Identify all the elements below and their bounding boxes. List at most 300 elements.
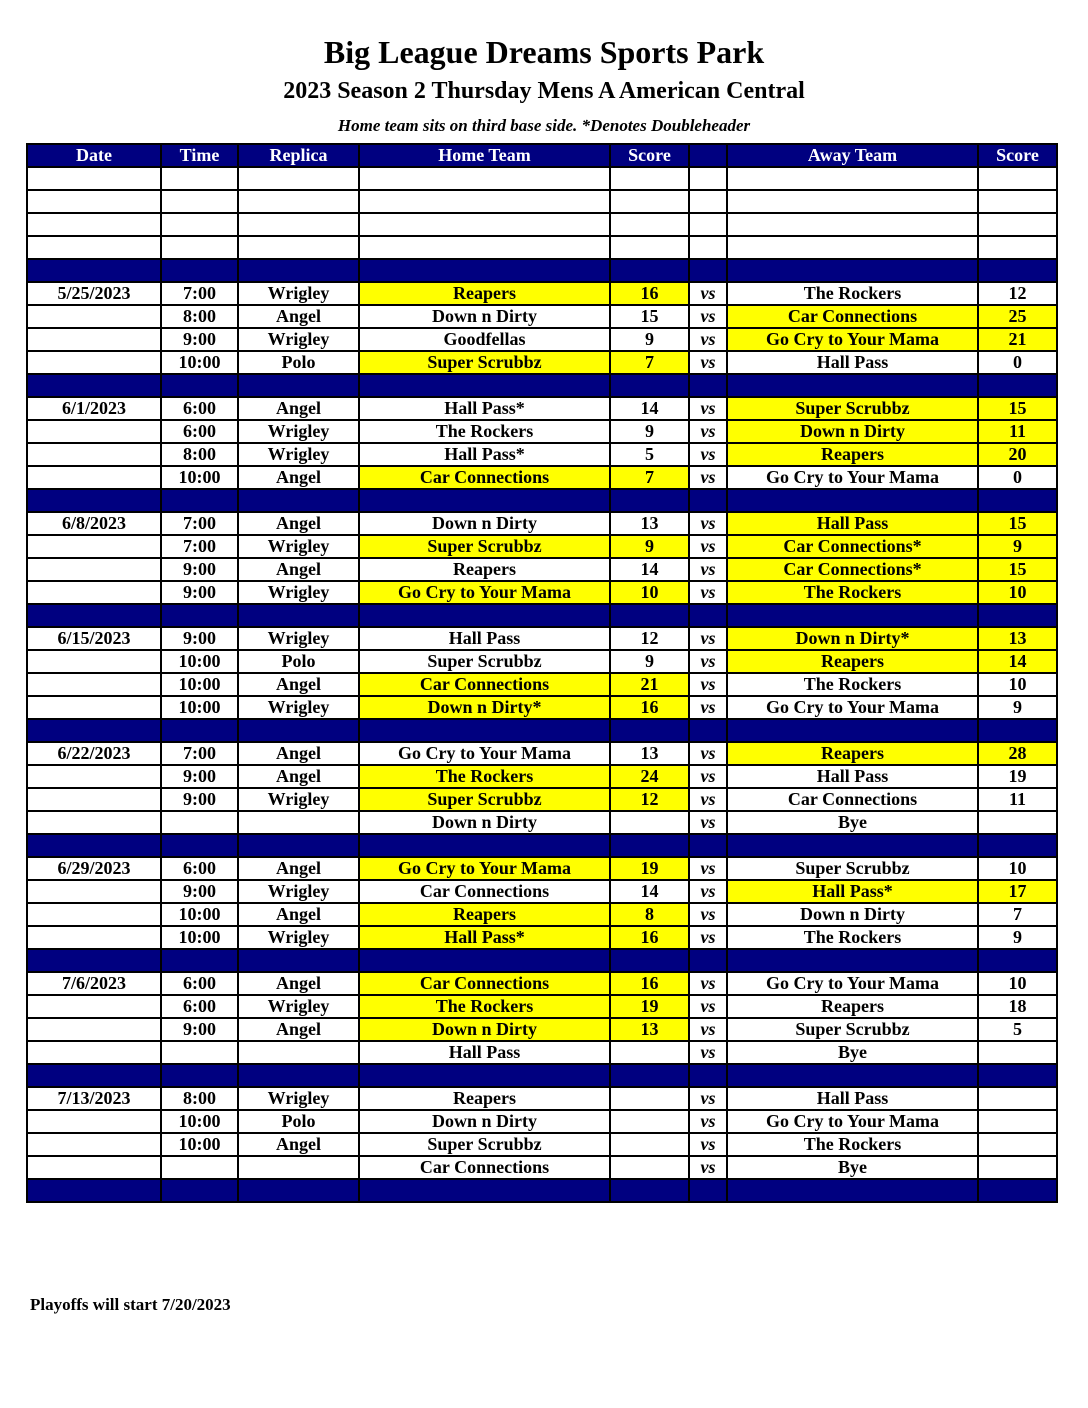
separator-cell (27, 374, 161, 397)
vs-cell: vs (689, 926, 727, 949)
away-team-cell: Reapers (727, 742, 978, 765)
date-cell: 7/6/2023 (27, 972, 161, 995)
blank-cell (27, 213, 161, 236)
separator-cell (727, 489, 978, 512)
field-cell: Polo (238, 650, 359, 673)
home-team-cell: Hall Pass (359, 627, 610, 650)
table-row (27, 581, 1057, 604)
time-cell: 10:00 (161, 351, 238, 374)
field-cell: Polo (238, 1110, 359, 1133)
home-team-cell: Down n Dirty (359, 811, 610, 834)
separator-cell (359, 834, 610, 857)
date-cell: 6/1/2023 (27, 397, 161, 420)
blank-cell (610, 213, 689, 236)
home-team-cell: Reapers (359, 1087, 610, 1110)
table-row (27, 903, 1057, 926)
home-score-cell: 9 (610, 535, 689, 558)
away-score-cell: 21 (978, 328, 1057, 351)
time-cell: 9:00 (161, 765, 238, 788)
blank-cell (978, 236, 1057, 259)
date-cell (27, 581, 161, 604)
vs-cell: vs (689, 880, 727, 903)
away-team-cell: Down n Dirty (727, 420, 978, 443)
away-score-cell: 13 (978, 627, 1057, 650)
time-cell: 6:00 (161, 857, 238, 880)
time-cell: 7:00 (161, 512, 238, 535)
table-row (27, 420, 1057, 443)
separator-cell (238, 1064, 359, 1087)
blank-cell (161, 190, 238, 213)
separator-cell (978, 834, 1057, 857)
separator-cell (161, 1064, 238, 1087)
away-team-cell: Go Cry to Your Mama (727, 696, 978, 719)
table-row (27, 1110, 1057, 1133)
away-team-cell: Down n Dirty* (727, 627, 978, 650)
away-team-cell: Bye (727, 811, 978, 834)
page-note: Home team sits on third base side. *Denotes Doubleheader (337, 116, 751, 135)
table-row (27, 328, 1057, 351)
vs-cell: vs (689, 696, 727, 719)
home-team-cell: Down n Dirty* (359, 696, 610, 719)
date-cell (27, 811, 161, 834)
blank-cell (610, 236, 689, 259)
blank-cell (359, 236, 610, 259)
separator-cell (689, 374, 727, 397)
time-cell: 9:00 (161, 328, 238, 351)
playoffs-note: Playoffs will start 7/20/2023 (30, 1295, 231, 1314)
home-score-cell: 16 (610, 926, 689, 949)
table-row (27, 1133, 1057, 1156)
away-score-cell (978, 1110, 1057, 1133)
separator-cell (727, 259, 978, 282)
date-cell (27, 1156, 161, 1179)
separator-cell (978, 604, 1057, 627)
table-row (27, 673, 1057, 696)
table-row (27, 857, 1057, 880)
vs-cell: vs (689, 512, 727, 535)
away-team-cell: Car Connections* (727, 558, 978, 581)
separator-cell (238, 719, 359, 742)
blank-cell (727, 213, 978, 236)
home-score-cell: 7 (610, 466, 689, 489)
field-cell: Angel (238, 1018, 359, 1041)
away-score-cell (978, 1156, 1057, 1179)
field-cell: Angel (238, 466, 359, 489)
separator-cell (978, 374, 1057, 397)
date-cell (27, 420, 161, 443)
table-row (27, 535, 1057, 558)
blank-cell (689, 236, 727, 259)
away-score-cell: 15 (978, 558, 1057, 581)
week-separator-row (27, 489, 1057, 512)
away-team-cell: Super Scrubbz (727, 857, 978, 880)
blank-cell (359, 190, 610, 213)
home-score-cell: 16 (610, 972, 689, 995)
separator-cell (27, 949, 161, 972)
separator-cell (610, 834, 689, 857)
separator-cell (978, 259, 1057, 282)
week-separator-row (27, 374, 1057, 397)
time-cell: 10:00 (161, 1133, 238, 1156)
separator-cell (727, 834, 978, 857)
separator-cell (610, 489, 689, 512)
separator-cell (27, 834, 161, 857)
table-row (27, 1156, 1057, 1179)
away-score-cell: 17 (978, 880, 1057, 903)
vs-cell: vs (689, 742, 727, 765)
time-cell: 6:00 (161, 972, 238, 995)
blank-cell (359, 213, 610, 236)
blank-row (27, 213, 1057, 236)
away-score-cell: 14 (978, 650, 1057, 673)
blank-cell (978, 213, 1057, 236)
home-score-cell: 13 (610, 742, 689, 765)
time-cell: 7:00 (161, 742, 238, 765)
table-row (27, 558, 1057, 581)
separator-cell (978, 489, 1057, 512)
home-team-cell: Reapers (359, 903, 610, 926)
page-subtitle: 2023 Season 2 Thursday Mens A American Central (283, 78, 805, 104)
blank-cell (689, 190, 727, 213)
away-score-cell: 12 (978, 282, 1057, 305)
time-cell: 9:00 (161, 1018, 238, 1041)
home-score-cell (610, 1110, 689, 1133)
away-team-cell: Hall Pass (727, 765, 978, 788)
separator-cell (27, 1179, 161, 1202)
field-cell: Wrigley (238, 926, 359, 949)
away-team-cell: Super Scrubbz (727, 397, 978, 420)
away-team-cell: The Rockers (727, 1133, 978, 1156)
home-team-cell: Super Scrubbz (359, 351, 610, 374)
vs-cell: vs (689, 443, 727, 466)
separator-cell (27, 259, 161, 282)
column-header: Home Team (359, 144, 610, 167)
vs-cell: vs (689, 351, 727, 374)
table-row (27, 995, 1057, 1018)
separator-cell (610, 719, 689, 742)
separator-cell (359, 489, 610, 512)
week-separator-row (27, 1064, 1057, 1087)
away-score-cell: 5 (978, 1018, 1057, 1041)
table-row (27, 466, 1057, 489)
vs-cell: vs (689, 466, 727, 489)
home-team-cell: The Rockers (359, 995, 610, 1018)
schedule-table (26, 143, 1058, 1203)
home-score-cell: 16 (610, 282, 689, 305)
field-cell: Wrigley (238, 880, 359, 903)
vs-cell: vs (689, 328, 727, 351)
table-row (27, 282, 1057, 305)
blank-cell (689, 167, 727, 190)
blank-row (27, 236, 1057, 259)
date-cell (27, 995, 161, 1018)
field-cell: Angel (238, 1133, 359, 1156)
separator-cell (238, 949, 359, 972)
separator-cell (689, 949, 727, 972)
table-row (27, 627, 1057, 650)
away-score-cell: 25 (978, 305, 1057, 328)
date-cell (27, 926, 161, 949)
blank-cell (689, 213, 727, 236)
home-score-cell (610, 1087, 689, 1110)
home-score-cell: 19 (610, 857, 689, 880)
away-score-cell: 10 (978, 857, 1057, 880)
away-score-cell: 9 (978, 696, 1057, 719)
time-cell (161, 811, 238, 834)
separator-cell (689, 834, 727, 857)
separator-cell (161, 259, 238, 282)
home-team-cell: Reapers (359, 282, 610, 305)
vs-cell: vs (689, 673, 727, 696)
blank-cell (727, 190, 978, 213)
home-team-cell: Super Scrubbz (359, 788, 610, 811)
home-score-cell (610, 1133, 689, 1156)
home-score-cell: 19 (610, 995, 689, 1018)
time-cell: 10:00 (161, 673, 238, 696)
away-team-cell: The Rockers (727, 673, 978, 696)
time-cell: 10:00 (161, 696, 238, 719)
away-score-cell: 19 (978, 765, 1057, 788)
field-cell: Angel (238, 742, 359, 765)
vs-cell: vs (689, 1041, 727, 1064)
blank-cell (978, 190, 1057, 213)
time-cell: 9:00 (161, 581, 238, 604)
field-cell: Angel (238, 397, 359, 420)
date-cell (27, 351, 161, 374)
away-score-cell (978, 1133, 1057, 1156)
blank-cell (978, 167, 1057, 190)
table-row (27, 742, 1057, 765)
separator-cell (610, 259, 689, 282)
home-team-cell: Reapers (359, 558, 610, 581)
separator-cell (161, 374, 238, 397)
table-row (27, 811, 1057, 834)
separator-cell (161, 719, 238, 742)
home-score-cell: 7 (610, 351, 689, 374)
field-cell: Wrigley (238, 627, 359, 650)
away-team-cell: Car Connections (727, 788, 978, 811)
field-cell: Wrigley (238, 788, 359, 811)
away-team-cell: Bye (727, 1041, 978, 1064)
home-score-cell: 14 (610, 880, 689, 903)
vs-cell: vs (689, 811, 727, 834)
away-score-cell: 11 (978, 788, 1057, 811)
home-score-cell: 10 (610, 581, 689, 604)
home-team-cell: Go Cry to Your Mama (359, 857, 610, 880)
vs-cell: vs (689, 857, 727, 880)
home-team-cell: Car Connections (359, 1156, 610, 1179)
vs-cell: vs (689, 581, 727, 604)
home-team-cell: Hall Pass* (359, 443, 610, 466)
home-score-cell: 24 (610, 765, 689, 788)
separator-cell (161, 834, 238, 857)
away-team-cell: Reapers (727, 650, 978, 673)
vs-cell: vs (689, 1133, 727, 1156)
date-cell: 6/15/2023 (27, 627, 161, 650)
table-row (27, 788, 1057, 811)
vs-cell: vs (689, 995, 727, 1018)
home-score-cell: 15 (610, 305, 689, 328)
separator-cell (238, 489, 359, 512)
home-score-cell (610, 1041, 689, 1064)
table-row (27, 305, 1057, 328)
home-team-cell: Car Connections (359, 880, 610, 903)
field-cell: Angel (238, 673, 359, 696)
time-cell: 9:00 (161, 880, 238, 903)
week-separator-row (27, 834, 1057, 857)
away-team-cell: Hall Pass (727, 512, 978, 535)
separator-cell (689, 489, 727, 512)
separator-cell (238, 374, 359, 397)
home-team-cell: Hall Pass (359, 1041, 610, 1064)
column-header (689, 144, 727, 167)
time-cell: 6:00 (161, 420, 238, 443)
home-score-cell: 14 (610, 558, 689, 581)
separator-cell (238, 834, 359, 857)
blank-cell (27, 190, 161, 213)
time-cell: 6:00 (161, 995, 238, 1018)
time-cell (161, 1041, 238, 1064)
home-score-cell (610, 811, 689, 834)
separator-cell (161, 489, 238, 512)
field-cell: Angel (238, 512, 359, 535)
away-score-cell: 9 (978, 926, 1057, 949)
time-cell (161, 1156, 238, 1179)
field-cell: Wrigley (238, 1087, 359, 1110)
date-cell (27, 1018, 161, 1041)
away-team-cell: Go Cry to Your Mama (727, 328, 978, 351)
away-team-cell: The Rockers (727, 282, 978, 305)
away-team-cell: Super Scrubbz (727, 1018, 978, 1041)
time-cell: 10:00 (161, 650, 238, 673)
field-cell: Angel (238, 857, 359, 880)
blank-cell (610, 190, 689, 213)
home-score-cell: 5 (610, 443, 689, 466)
separator-cell (727, 719, 978, 742)
table-row (27, 351, 1057, 374)
home-score-cell: 8 (610, 903, 689, 926)
separator-cell (978, 1064, 1057, 1087)
date-cell: 7/13/2023 (27, 1087, 161, 1110)
away-team-cell: Hall Pass (727, 1087, 978, 1110)
separator-cell (610, 1179, 689, 1202)
field-cell (238, 811, 359, 834)
separator-cell (727, 949, 978, 972)
vs-cell: vs (689, 535, 727, 558)
blank-cell (161, 236, 238, 259)
week-separator-row (27, 1179, 1057, 1202)
separator-cell (610, 1064, 689, 1087)
table-header-row (27, 144, 1057, 167)
date-cell (27, 558, 161, 581)
date-cell (27, 305, 161, 328)
separator-cell (27, 1064, 161, 1087)
field-cell: Angel (238, 765, 359, 788)
date-cell (27, 1110, 161, 1133)
separator-cell (978, 719, 1057, 742)
date-cell (27, 673, 161, 696)
vs-cell: vs (689, 972, 727, 995)
home-team-cell: Super Scrubbz (359, 535, 610, 558)
home-score-cell (610, 1156, 689, 1179)
time-cell: 9:00 (161, 558, 238, 581)
away-score-cell: 15 (978, 512, 1057, 535)
home-score-cell: 16 (610, 696, 689, 719)
time-cell: 10:00 (161, 903, 238, 926)
home-team-cell: The Rockers (359, 765, 610, 788)
separator-cell (610, 374, 689, 397)
blank-cell (27, 236, 161, 259)
away-team-cell: Reapers (727, 995, 978, 1018)
blank-cell (727, 236, 978, 259)
separator-cell (359, 604, 610, 627)
date-cell (27, 696, 161, 719)
table-row (27, 926, 1057, 949)
time-cell: 9:00 (161, 788, 238, 811)
date-cell (27, 466, 161, 489)
date-cell (27, 328, 161, 351)
column-header: Score (978, 144, 1057, 167)
separator-cell (359, 1064, 610, 1087)
table-row (27, 765, 1057, 788)
vs-cell: vs (689, 305, 727, 328)
separator-cell (238, 1179, 359, 1202)
column-header: Away Team (727, 144, 978, 167)
field-cell (238, 1041, 359, 1064)
vs-cell: vs (689, 420, 727, 443)
away-team-cell: Down n Dirty (727, 903, 978, 926)
table-row (27, 1018, 1057, 1041)
field-cell: Wrigley (238, 282, 359, 305)
away-score-cell: 7 (978, 903, 1057, 926)
separator-cell (727, 1179, 978, 1202)
home-team-cell: Car Connections (359, 972, 610, 995)
field-cell: Wrigley (238, 995, 359, 1018)
table-row (27, 650, 1057, 673)
separator-cell (238, 604, 359, 627)
vs-cell: vs (689, 1156, 727, 1179)
blank-cell (359, 167, 610, 190)
blank-cell (161, 213, 238, 236)
away-team-cell: The Rockers (727, 926, 978, 949)
blank-cell (161, 167, 238, 190)
week-separator-row (27, 259, 1057, 282)
away-score-cell: 0 (978, 351, 1057, 374)
separator-cell (161, 949, 238, 972)
date-cell (27, 765, 161, 788)
time-cell: 9:00 (161, 627, 238, 650)
field-cell (238, 1156, 359, 1179)
away-score-cell: 11 (978, 420, 1057, 443)
field-cell: Angel (238, 558, 359, 581)
week-separator-row (27, 604, 1057, 627)
separator-cell (689, 1064, 727, 1087)
home-score-cell: 13 (610, 512, 689, 535)
away-score-cell: 15 (978, 397, 1057, 420)
separator-cell (689, 604, 727, 627)
home-team-cell: Super Scrubbz (359, 650, 610, 673)
separator-cell (27, 489, 161, 512)
column-header: Date (27, 144, 161, 167)
home-score-cell: 21 (610, 673, 689, 696)
away-score-cell: 0 (978, 466, 1057, 489)
home-team-cell: Go Cry to Your Mama (359, 581, 610, 604)
home-score-cell: 9 (610, 328, 689, 351)
field-cell: Angel (238, 305, 359, 328)
home-score-cell: 12 (610, 788, 689, 811)
away-team-cell: Hall Pass* (727, 880, 978, 903)
home-team-cell: Car Connections (359, 673, 610, 696)
